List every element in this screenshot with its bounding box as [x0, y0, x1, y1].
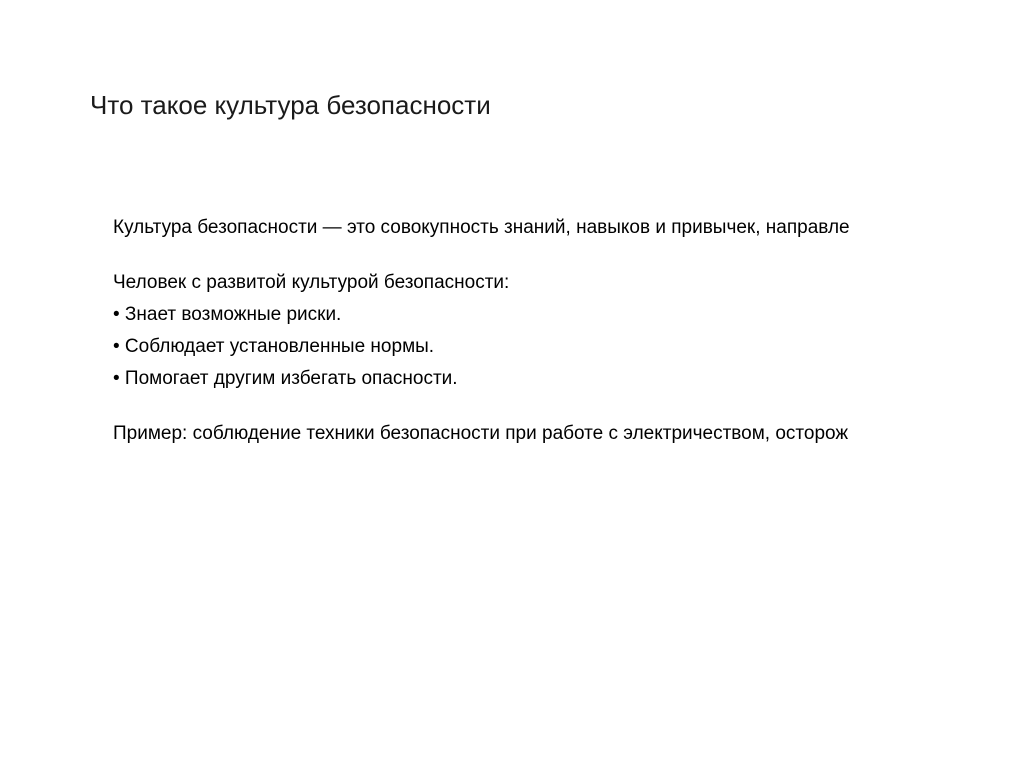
intro-paragraph: Культура безопасности — это совокупность знаний, навыков и привычек, направле	[113, 217, 850, 238]
paragraph-gap	[113, 244, 1024, 267]
bullet-item: • Соблюдает установленные нормы.	[113, 336, 435, 357]
lead-line: Человек с развитой культурой безопасности:	[113, 272, 510, 293]
paragraph-gap	[113, 395, 1024, 418]
example-paragraph: Пример: соблюдение техники безопасности при работе с электричеством, осторож	[113, 423, 849, 444]
slide-title: Что такое культура безопасности	[90, 90, 491, 120]
bullet-item: • Знает возможные риски.	[113, 304, 342, 325]
bullet-item: • Помогает другим избегать опасности.	[113, 368, 458, 389]
slide-body	[113, 212, 1024, 450]
